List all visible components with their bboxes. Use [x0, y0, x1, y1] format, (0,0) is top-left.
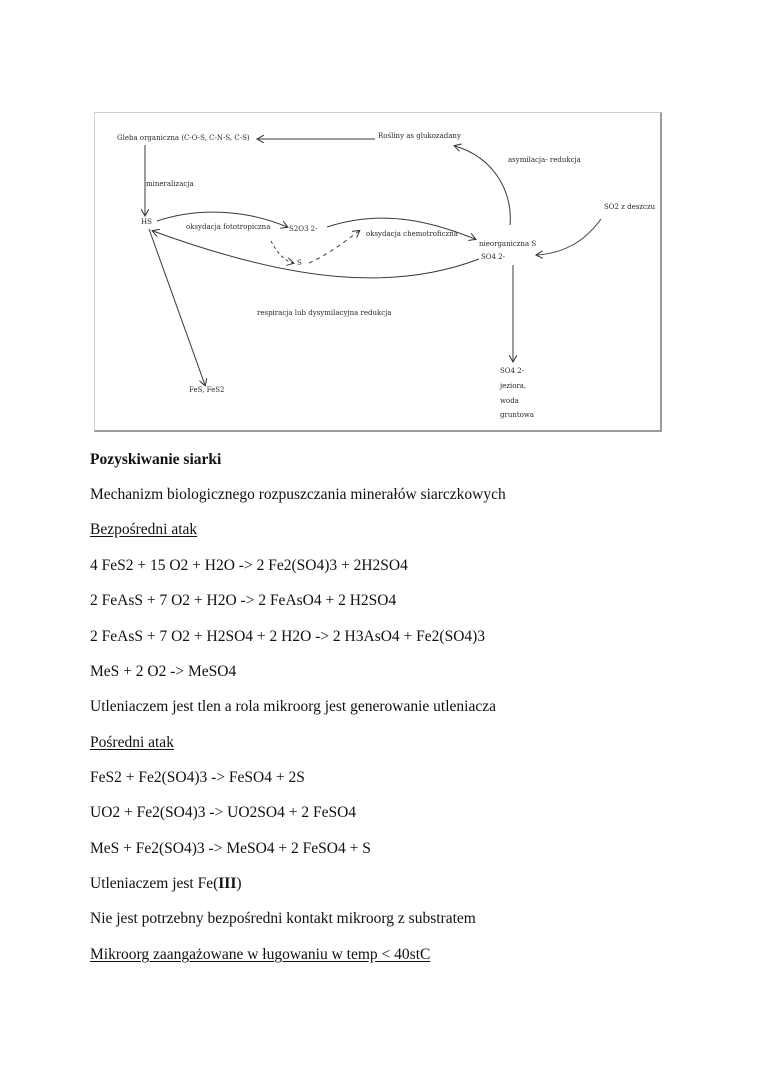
- label-mineralizacja: mineralizacja: [146, 180, 194, 188]
- label-h2s: HS: [141, 218, 152, 226]
- label-so2: SO2 z deszczu: [604, 203, 656, 211]
- sulfur-cycle-diagram: [94, 112, 662, 432]
- arrow-h2s-fes: [149, 229, 205, 385]
- arrow-respiracja: [153, 231, 479, 278]
- label-asymilacja: asymilacja- redukcja: [508, 156, 581, 164]
- equation-7: MeS + Fe2(SO4)3 -> MeSO4 + 2 FeSO4 + S: [90, 840, 371, 857]
- label-respiracja: respiracja lub dysymilacyjna redukcja: [257, 309, 392, 317]
- equation-3: 2 FeAsS + 7 O2 + H2SO4 + 2 H2O -> 2 H3AsO4 + Fe2(SO4)3: [90, 628, 486, 645]
- equation-5: FeS2 + Fe2(SO4)3 -> FeSO4 + 2S: [90, 769, 305, 786]
- label-s2o3: S2O3 2-: [289, 225, 318, 233]
- text-line-contact: Nie jest potrzebny bezpośredni kontakt mikroorg z substratem: [90, 910, 476, 927]
- label-gleba: Gleba organiczna (C-O-S, C-N-S, C-S): [117, 134, 250, 142]
- text-line-mechanism: Mechanizm biologicznego rozpuszczania minerałów siarczkowych: [90, 486, 506, 503]
- section-heading: Pozyskiwanie siarki: [90, 451, 222, 468]
- label-woda: woda: [500, 397, 519, 405]
- arrow-asymilacja: [455, 146, 510, 225]
- label-jeziora: jeziora,: [500, 382, 527, 390]
- text-line-oxidant-oxygen: Utleniaczem jest tlen a rola mikroorg jest generowanie utleniacza: [90, 698, 496, 715]
- label-gruntowa: gruntowa: [500, 411, 535, 419]
- label-oksydacja-foto: oksydacja fototropiczna: [186, 223, 271, 231]
- equation-4: MeS + 2 O2 -> MeSO4: [90, 663, 237, 680]
- arrow-so2: [537, 219, 601, 255]
- subheading-indirect-attack: Pośredni atak: [90, 734, 174, 751]
- equation-2: 2 FeAsS + 7 O2 + H2O -> 2 FeAsO4 + 2 H2SO4: [90, 592, 397, 609]
- label-s: S: [297, 259, 302, 267]
- subheading-direct-attack: Bezpośredni atak: [90, 521, 198, 538]
- oxidant-fe-roman: III: [218, 875, 237, 892]
- label-so4-bottom: SO4 2-: [500, 367, 525, 375]
- label-fes: FeS, FeS2: [189, 386, 225, 394]
- arrow-s-chemo: [309, 231, 359, 263]
- label-so4: SO4 2-: [481, 253, 506, 261]
- label-rosliny: Rośliny as glukozadany: [378, 132, 461, 140]
- label-nieorganiczna: nieorganiczna S: [479, 240, 537, 248]
- arrow-to-s: [271, 241, 293, 263]
- oxidant-fe-post: ): [236, 875, 242, 892]
- oxidant-fe-pre: Utleniaczem jest Fe(: [90, 875, 219, 892]
- subheading-microorganisms: Mikroorg zaangażowane w ługowaniu w temp < 40stC: [90, 946, 431, 963]
- text-line-oxidant-fe: [90, 875, 242, 893]
- label-oksydacja-chemo: oksydacja chemotroficzna: [366, 230, 458, 238]
- equation-6: UO2 + Fe2(SO4)3 -> UO2SO4 + 2 FeSO4: [90, 804, 357, 821]
- equation-1: 4 FeS2 + 15 O2 + H2O -> 2 Fe2(SO4)3 + 2H2SO4: [90, 557, 408, 574]
- sulfur-cycle-svg: [95, 113, 663, 433]
